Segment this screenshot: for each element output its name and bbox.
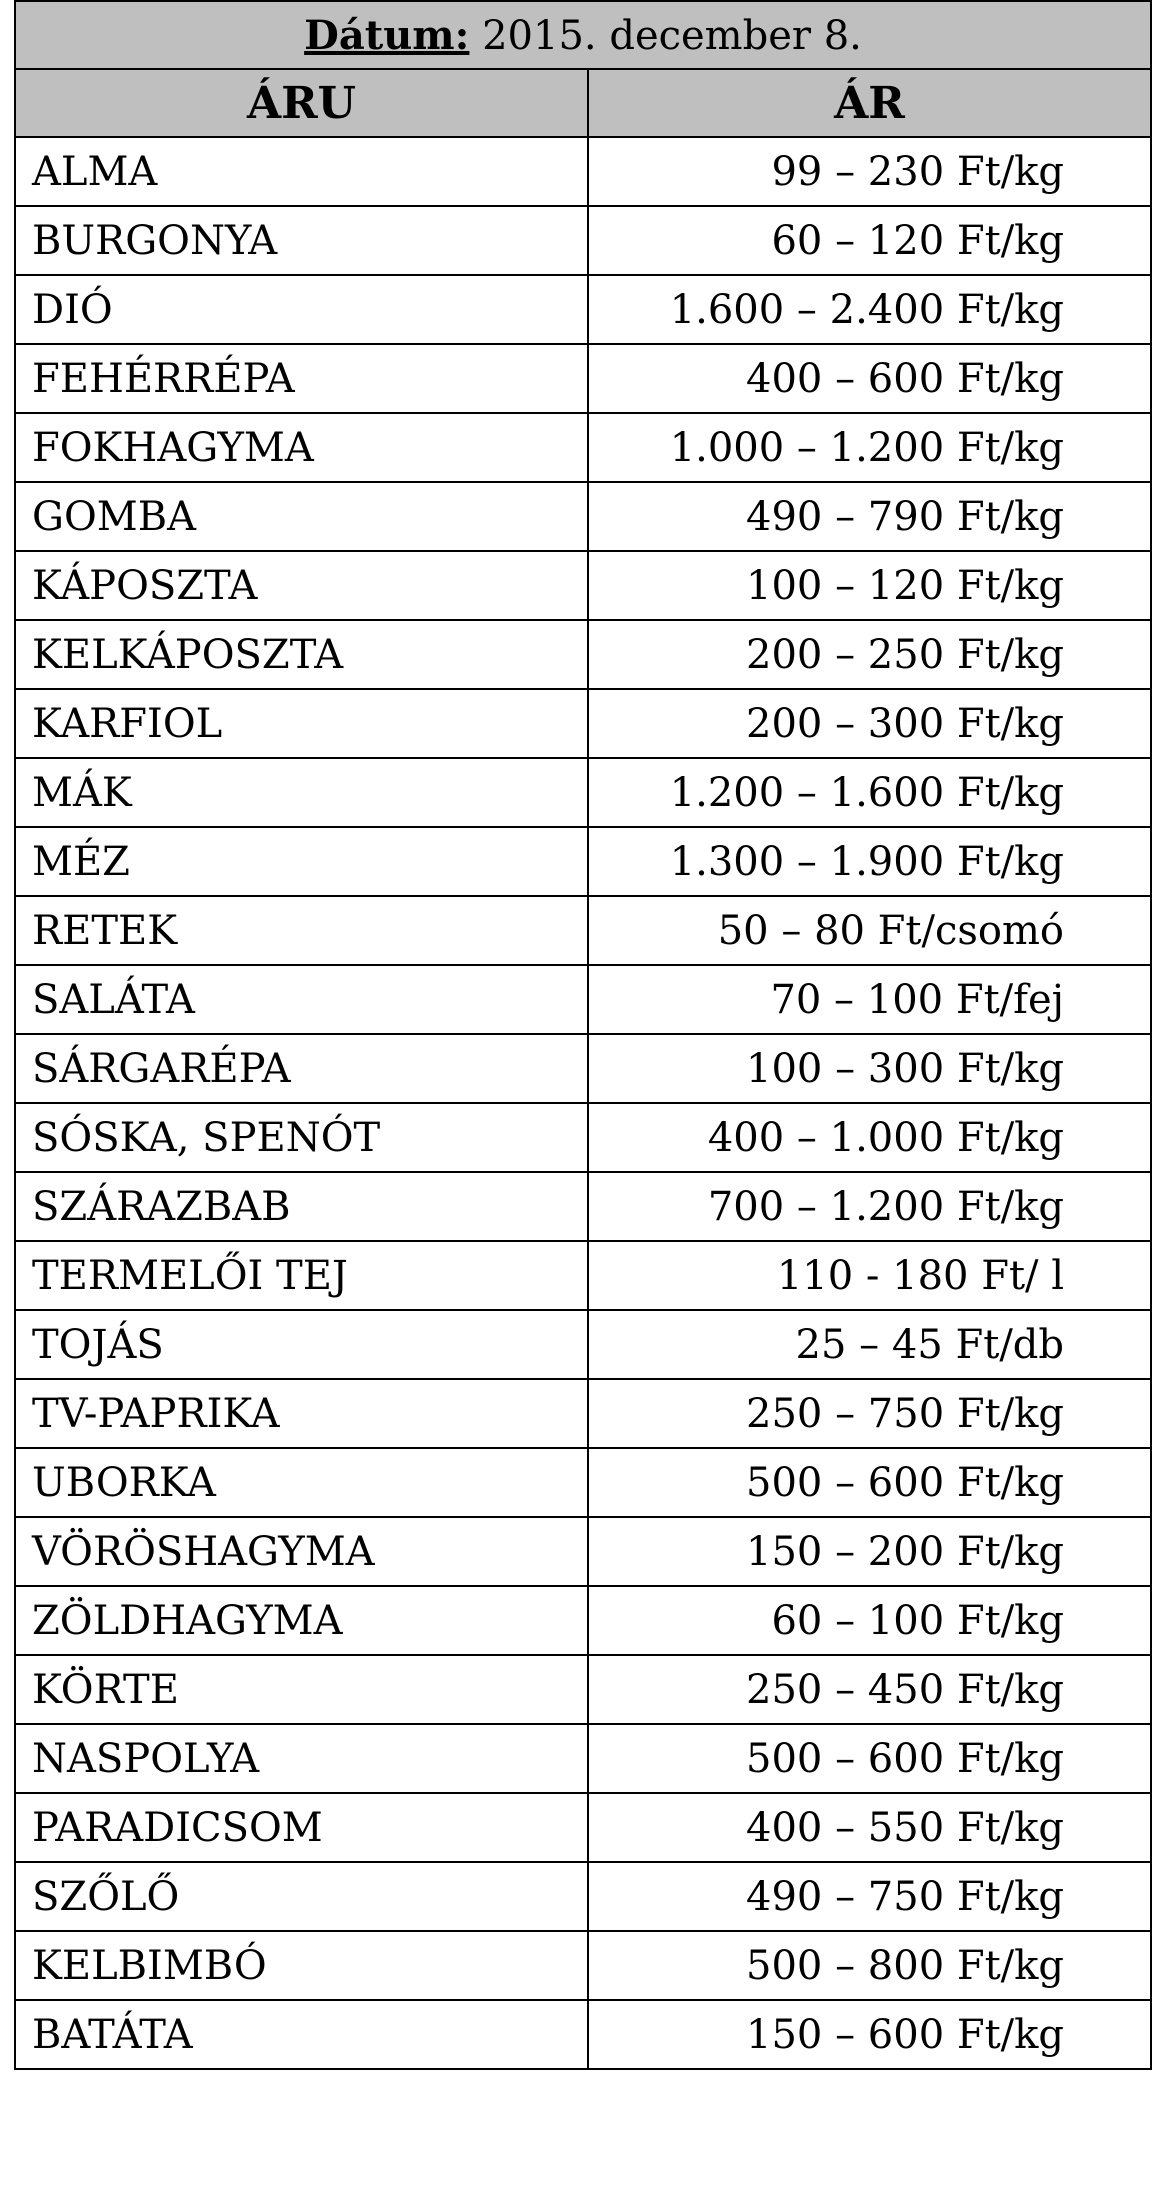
item-name-cell: FEHÉRRÉPA bbox=[15, 344, 588, 413]
column-header-item: ÁRU bbox=[15, 69, 588, 137]
table-row bbox=[15, 896, 1151, 965]
table-row bbox=[15, 413, 1151, 482]
table-row bbox=[15, 965, 1151, 1034]
item-name-cell: KARFIOL bbox=[15, 689, 588, 758]
table-row bbox=[15, 1655, 1151, 1724]
table-row bbox=[15, 758, 1151, 827]
item-name-cell: ZÖLDHAGYMA bbox=[15, 1586, 588, 1655]
table-row bbox=[15, 827, 1151, 896]
table-row bbox=[15, 1103, 1151, 1172]
item-name-cell: GOMBA bbox=[15, 482, 588, 551]
date-cell bbox=[15, 1, 1151, 69]
item-name-cell: PARADICSOM bbox=[15, 1793, 588, 1862]
price-cell: 60 – 120 Ft/kg bbox=[588, 206, 1151, 275]
price-cell: 1.000 – 1.200 Ft/kg bbox=[588, 413, 1151, 482]
table-row bbox=[15, 137, 1151, 206]
item-name-cell: BATÁTA bbox=[15, 2000, 588, 2069]
date-row bbox=[15, 1, 1151, 69]
price-cell: 500 – 600 Ft/kg bbox=[588, 1448, 1151, 1517]
price-cell: 1.300 – 1.900 Ft/kg bbox=[588, 827, 1151, 896]
price-cell: 1.600 – 2.400 Ft/kg bbox=[588, 275, 1151, 344]
price-cell: 99 – 230 Ft/kg bbox=[588, 137, 1151, 206]
table-row bbox=[15, 1172, 1151, 1241]
price-cell: 400 – 1.000 Ft/kg bbox=[588, 1103, 1151, 1172]
item-name-cell: NASPOLYA bbox=[15, 1724, 588, 1793]
item-name-cell: TOJÁS bbox=[15, 1310, 588, 1379]
item-name-cell: SZÁRAZBAB bbox=[15, 1172, 588, 1241]
table-row bbox=[15, 1034, 1151, 1103]
item-name-cell: SZŐLŐ bbox=[15, 1862, 588, 1931]
price-cell: 200 – 250 Ft/kg bbox=[588, 620, 1151, 689]
table-row bbox=[15, 344, 1151, 413]
table-row bbox=[15, 1862, 1151, 1931]
price-cell: 500 – 600 Ft/kg bbox=[588, 1724, 1151, 1793]
table-row bbox=[15, 1793, 1151, 1862]
date-label: Dátum: bbox=[304, 11, 470, 59]
price-cell: 100 – 300 Ft/kg bbox=[588, 1034, 1151, 1103]
item-name-cell: SÁRGARÉPA bbox=[15, 1034, 588, 1103]
column-header-price: ÁR bbox=[588, 69, 1151, 137]
item-name-cell: ALMA bbox=[15, 137, 588, 206]
price-cell: 150 – 600 Ft/kg bbox=[588, 2000, 1151, 2069]
item-name-cell: MÉZ bbox=[15, 827, 588, 896]
price-cell: 250 – 750 Ft/kg bbox=[588, 1379, 1151, 1448]
price-cell: 50 – 80 Ft/csomó bbox=[588, 896, 1151, 965]
price-cell: 500 – 800 Ft/kg bbox=[588, 1931, 1151, 2000]
price-cell: 400 – 550 Ft/kg bbox=[588, 1793, 1151, 1862]
table-row bbox=[15, 1586, 1151, 1655]
price-cell: 25 – 45 Ft/db bbox=[588, 1310, 1151, 1379]
table-row bbox=[15, 1931, 1151, 2000]
table-row bbox=[15, 482, 1151, 551]
price-cell: 100 – 120 Ft/kg bbox=[588, 551, 1151, 620]
table-row bbox=[15, 620, 1151, 689]
item-name-cell: KÖRTE bbox=[15, 1655, 588, 1724]
price-cell: 1.200 – 1.600 Ft/kg bbox=[588, 758, 1151, 827]
item-name-cell: SALÁTA bbox=[15, 965, 588, 1034]
item-name-cell: KELKÁPOSZTA bbox=[15, 620, 588, 689]
table-row bbox=[15, 689, 1151, 758]
item-name-cell: TV-PAPRIKA bbox=[15, 1379, 588, 1448]
price-cell: 150 – 200 Ft/kg bbox=[588, 1517, 1151, 1586]
table-row bbox=[15, 206, 1151, 275]
table-row bbox=[15, 1241, 1151, 1310]
item-name-cell: VÖRÖSHAGYMA bbox=[15, 1517, 588, 1586]
header-row bbox=[15, 69, 1151, 137]
price-cell: 490 – 750 Ft/kg bbox=[588, 1862, 1151, 1931]
item-name-cell: SÓSKA, SPENÓT bbox=[15, 1103, 588, 1172]
price-cell: 200 – 300 Ft/kg bbox=[588, 689, 1151, 758]
table-row bbox=[15, 551, 1151, 620]
item-name-cell: UBORKA bbox=[15, 1448, 588, 1517]
price-cell: 70 – 100 Ft/fej bbox=[588, 965, 1151, 1034]
table-row bbox=[15, 1379, 1151, 1448]
price-cell: 250 – 450 Ft/kg bbox=[588, 1655, 1151, 1724]
item-name-cell: KÁPOSZTA bbox=[15, 551, 588, 620]
table-body bbox=[15, 137, 1151, 2069]
item-name-cell: TERMELŐI TEJ bbox=[15, 1241, 588, 1310]
table-row bbox=[15, 275, 1151, 344]
table-row bbox=[15, 2000, 1151, 2069]
item-name-cell: BURGONYA bbox=[15, 206, 588, 275]
table-row bbox=[15, 1448, 1151, 1517]
table-row bbox=[15, 1517, 1151, 1586]
item-name-cell: DIÓ bbox=[15, 275, 588, 344]
price-cell: 60 – 100 Ft/kg bbox=[588, 1586, 1151, 1655]
item-name-cell: MÁK bbox=[15, 758, 588, 827]
item-name-cell: FOKHAGYMA bbox=[15, 413, 588, 482]
item-name-cell: RETEK bbox=[15, 896, 588, 965]
table-row bbox=[15, 1310, 1151, 1379]
table-row bbox=[15, 1724, 1151, 1793]
price-cell: 700 – 1.200 Ft/kg bbox=[588, 1172, 1151, 1241]
price-cell: 110 - 180 Ft/ l bbox=[588, 1241, 1151, 1310]
price-cell: 490 – 790 Ft/kg bbox=[588, 482, 1151, 551]
date-value: 2015. december 8. bbox=[469, 12, 862, 59]
price-cell: 400 – 600 Ft/kg bbox=[588, 344, 1151, 413]
price-table bbox=[14, 0, 1152, 2070]
item-name-cell: KELBIMBÓ bbox=[15, 1931, 588, 2000]
